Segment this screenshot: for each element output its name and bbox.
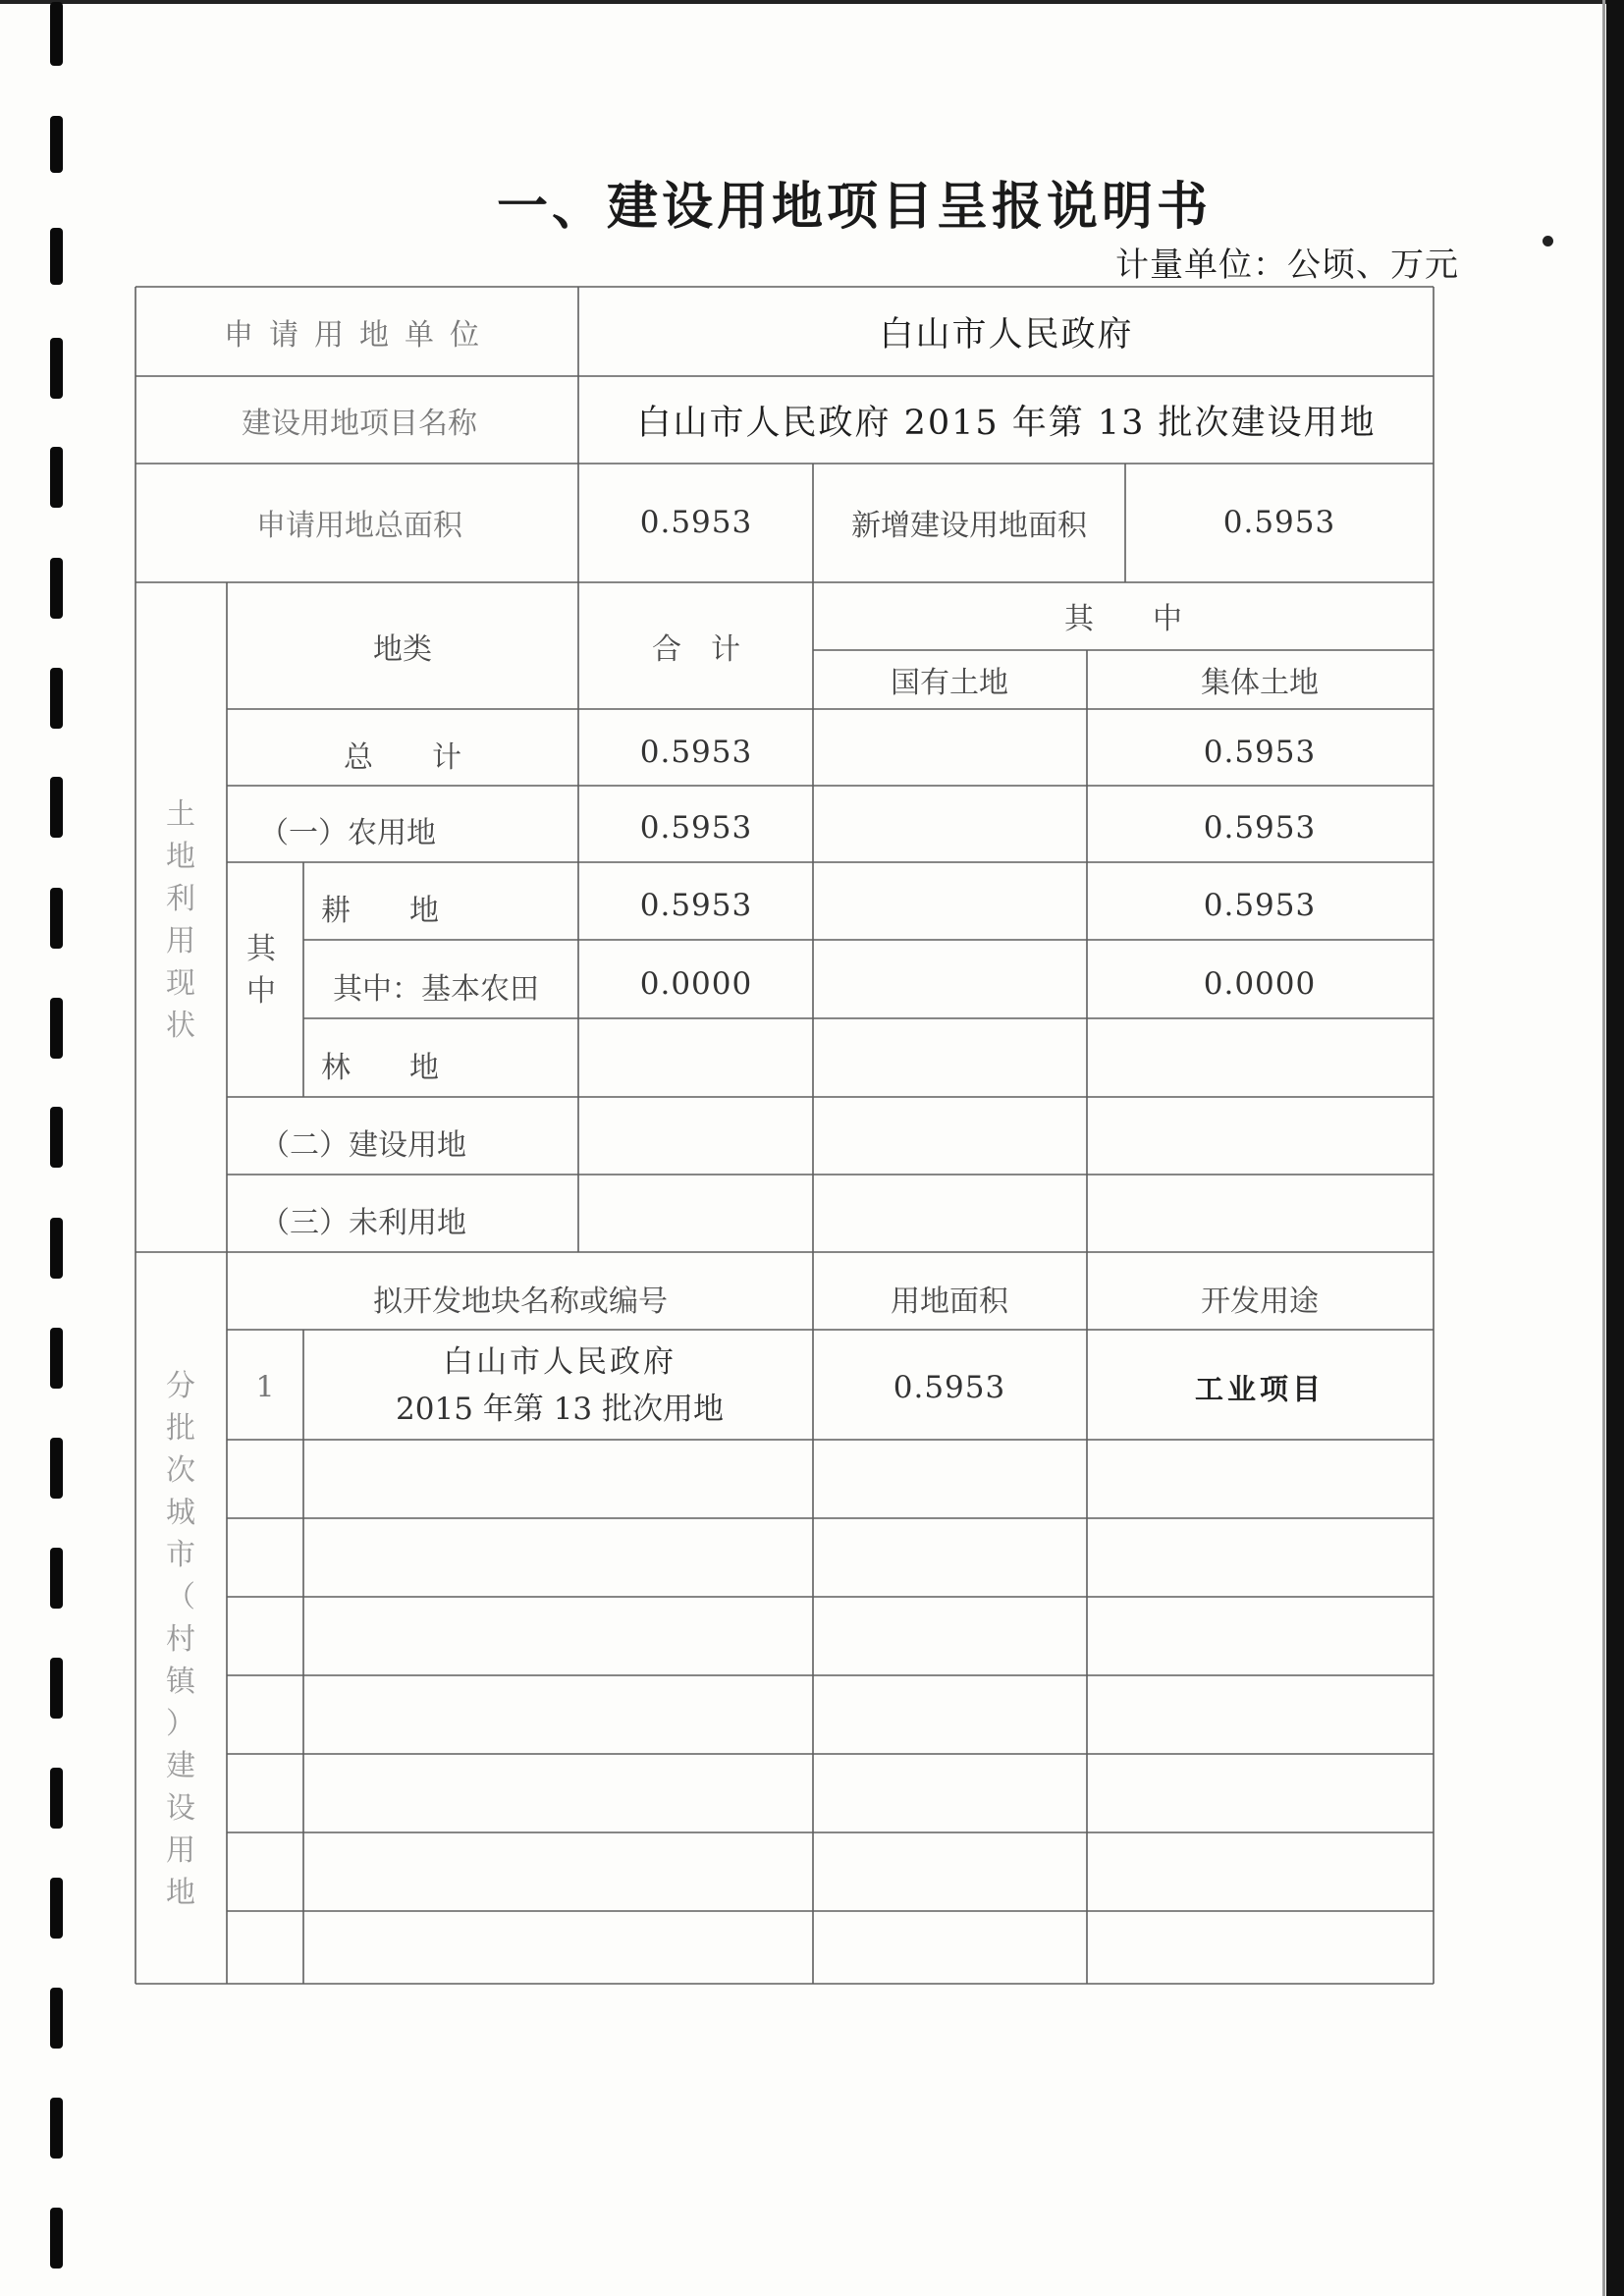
row-total: 0.5953 <box>639 735 753 770</box>
row-label: 总 计 <box>344 740 461 775</box>
project-name-label: 建设用地项目名称 <box>242 407 477 441</box>
new-area-label: 新增建设用地面积 <box>851 509 1087 543</box>
row-label: （三）未利用地 <box>260 1206 466 1240</box>
new-area-value: 0.5953 <box>1222 505 1336 540</box>
col-parcel-area: 用地面积 <box>891 1285 1008 1319</box>
document-title: 一、建设用地项目呈报说明书 <box>496 178 1212 237</box>
among-sub-label: 其 中 <box>246 932 276 1009</box>
applicant-value: 白山市人民政府 <box>879 315 1134 355</box>
land-status-section-label: 土 地 利 用 现 状 <box>166 797 195 1043</box>
row-total: 0.5953 <box>639 888 753 923</box>
row-label: （一）农用地 <box>259 816 436 850</box>
batch-name-line2: 2015 年第 13 批次用地 <box>396 1392 724 1427</box>
total-area-value: 0.5953 <box>639 505 753 540</box>
row-collective: 0.5953 <box>1203 810 1317 846</box>
batch-area: 0.5953 <box>893 1370 1006 1405</box>
project-name-value: 白山市人民政府 2015 年第 13 批次建设用地 <box>636 404 1377 443</box>
row-collective: 0.5953 <box>1203 888 1317 923</box>
col-collective: 集体土地 <box>1201 666 1319 700</box>
row-total: 0.5953 <box>639 810 753 846</box>
col-category: 地类 <box>373 632 432 667</box>
row-collective: 0.5953 <box>1203 735 1317 770</box>
col-state-owned: 国有土地 <box>891 666 1008 700</box>
unit-note: 计量单位：公顷、万元 <box>1115 246 1459 285</box>
row-label: 其中：基本农田 <box>333 972 539 1007</box>
col-parcel-name: 拟开发地块名称或编号 <box>373 1285 668 1319</box>
total-area-label: 申请用地总面积 <box>256 509 462 543</box>
batch-name <box>396 1339 724 1433</box>
applicant-label: 申请用地单位 <box>224 318 495 353</box>
row-collective: 0.0000 <box>1203 966 1317 1002</box>
col-among: 其 中 <box>1064 602 1182 636</box>
batch-no: 1 <box>255 1370 275 1405</box>
batch-use: 工业项目 <box>1194 1372 1326 1406</box>
row-label: 耕 地 <box>321 894 439 928</box>
batches-section-label: 分 批 次 城 市 （ 村 镇 ） 建 设 用 地 <box>166 1369 195 1910</box>
row-label: 林 地 <box>321 1051 439 1085</box>
col-total: 合 计 <box>652 632 740 667</box>
row-total: 0.0000 <box>639 966 753 1002</box>
batch-name-line1: 白山市人民政府 <box>443 1344 677 1380</box>
row-label: （二）建设用地 <box>260 1128 466 1163</box>
col-parcel-use: 开发用途 <box>1201 1285 1319 1319</box>
